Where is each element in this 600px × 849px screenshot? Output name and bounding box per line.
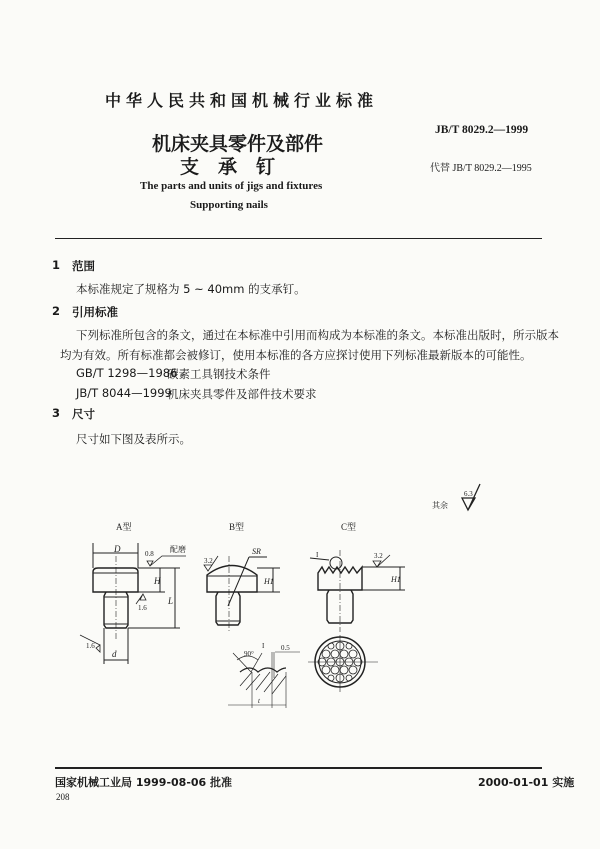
section-2-heading: 引用标准 [72, 305, 118, 319]
reference-code: JB/T 8044—1999 [76, 386, 172, 400]
replaces-standard: 代替 JB/T 8029.2—1995 [430, 163, 532, 174]
type-c-label: C型 [341, 522, 357, 532]
approval-info: 国家机械工业局 1999-08-06 批准 [55, 776, 233, 789]
reference-title: 碳素工具钢技术条件 [167, 367, 271, 381]
section-3-number: 3 [52, 406, 61, 420]
other-roughness-label: 其余 [432, 501, 448, 510]
effective-date: 2000-01-01 实施 [478, 776, 575, 789]
title-en-line1: The parts and units of jigs and fixtures [140, 180, 323, 192]
dim-D: D [114, 544, 121, 554]
angle-label: 90° [244, 650, 254, 658]
industry-standard-title: 中华人民共和国机械行业标准 [105, 91, 379, 110]
other-roughness-value: 6.3 [464, 490, 473, 498]
roughness-value: 3.2 [374, 552, 383, 560]
section-3-paragraph: 尺寸如下图及表所示。 [76, 432, 191, 446]
dim-H1: H1 [391, 575, 401, 584]
note-label: 配磨 [170, 545, 186, 554]
title-cn-line2: 支 承 钉 [180, 156, 276, 178]
roughness-value: 3.2 [204, 557, 213, 565]
section-1-paragraph: 本标准规定了规格为 5 ~ 40mm 的支承钉。 [76, 282, 306, 296]
section-2-paragraph-line1: 下列标准所包含的条文，通过在本标准中引用而构成为本标准的条文。本标准出版时，所示版本 [76, 328, 559, 342]
reference-code: GB/T 1298—1986 [76, 366, 178, 380]
dim-d: d [112, 649, 117, 659]
width-label: 0.5 [281, 644, 290, 652]
detail-i-tooth-profile [228, 652, 300, 708]
type-b-label: B型 [229, 522, 245, 532]
reference-title: 机床夹具零件及部件技术要求 [167, 387, 317, 401]
dim-L: L [168, 596, 174, 606]
type-c-nail [308, 550, 405, 692]
type-b-nail [204, 556, 280, 632]
roughness-value: 1.6 [86, 642, 95, 650]
section-1-number: 1 [52, 258, 61, 272]
detail-title: I [262, 642, 265, 650]
dim-SR: SR [252, 547, 261, 556]
roughness-value: 1.6 [138, 604, 147, 612]
roughness-value: 0.8 [145, 550, 154, 558]
type-a-label: A型 [116, 522, 132, 532]
page-number: 208 [56, 792, 70, 802]
dim-H1: H1 [264, 577, 274, 586]
standard-number: JB/T 8029.2—1999 [435, 124, 529, 136]
footer-divider [55, 767, 542, 769]
dim-H: H [154, 576, 161, 586]
section-3-heading: 尺寸 [72, 407, 95, 421]
section-2-number: 2 [52, 304, 61, 318]
title-cn-line1: 机床夹具零件及部件 [152, 133, 324, 155]
section-1-heading: 范围 [72, 259, 95, 273]
pitch-label: t [258, 697, 260, 705]
detail-marker: I [316, 551, 319, 559]
title-en-line2: Supporting nails [190, 199, 268, 211]
section-2-paragraph-line2: 均为有效。所有标准都会被修订，使用本标准的各方应探讨使用下列标准最新版本的可能性。 [60, 348, 532, 362]
